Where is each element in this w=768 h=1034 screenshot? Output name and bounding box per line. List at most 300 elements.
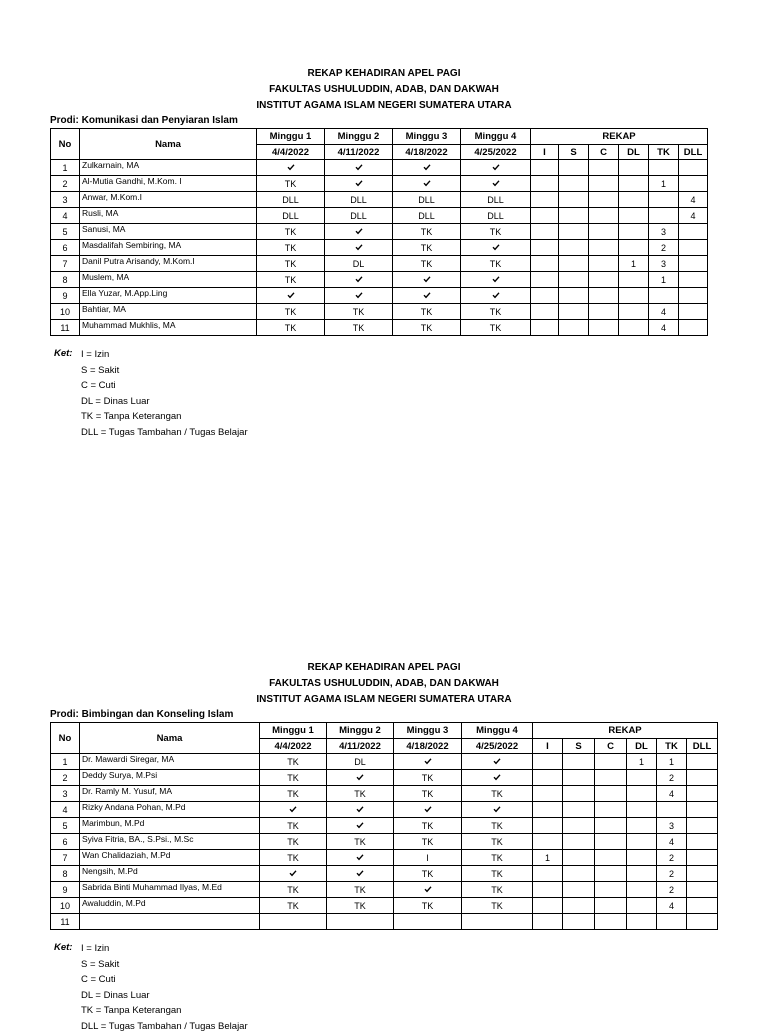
header-rekap: REKAP (533, 723, 718, 739)
row-name: Muhammad Mukhlis, MA (80, 320, 257, 336)
rekap-i (531, 304, 559, 320)
row-name: Syiva Fitria, BA., S.Psi., M.Sc (80, 834, 260, 850)
row-name (80, 914, 260, 930)
rekap-i (531, 288, 559, 304)
attendance-week-4: TK (461, 224, 531, 240)
rekap-i (533, 802, 563, 818)
rekap-c (589, 208, 619, 224)
rekap-dll (687, 866, 718, 882)
row-number: 1 (51, 160, 80, 176)
rekap-dll (687, 818, 718, 834)
attendance-week-4 (461, 176, 531, 192)
attendance-week-1: TK (257, 176, 325, 192)
check-icon (423, 291, 431, 299)
rekap-s (563, 882, 595, 898)
rekap-dll (687, 850, 718, 866)
rekap-dl (619, 240, 649, 256)
row-name: Awaluddin, M.Pd (80, 898, 260, 914)
attendance-week-1: TK (257, 256, 325, 272)
attendance-week-3 (393, 288, 461, 304)
header-rekap: REKAP (531, 129, 708, 145)
report-title: REKAP KEHADIRAN APEL PAGI (0, 66, 768, 82)
row-number: 10 (51, 898, 80, 914)
attendance-week-2: TK (325, 320, 393, 336)
attendance-week-2 (327, 770, 394, 786)
attendance-week-1: TK (257, 240, 325, 256)
check-icon (287, 291, 295, 299)
check-icon (356, 853, 364, 861)
rekap-i (533, 770, 563, 786)
header-week-3: Minggu 3 (393, 129, 461, 145)
rekap-c (589, 240, 619, 256)
attendance-week-3 (394, 802, 462, 818)
row-number: 5 (51, 818, 80, 834)
check-icon (492, 243, 500, 251)
check-icon (289, 805, 297, 813)
attendance-week-1 (260, 914, 327, 930)
ket-item-cuti: C = Cuti (81, 972, 248, 988)
rekap-tk: 4 (657, 834, 687, 850)
header-nama: Nama (80, 129, 257, 160)
check-icon (423, 275, 431, 283)
rekap-i (533, 866, 563, 882)
header-rekap-c: C (589, 145, 619, 160)
check-icon (424, 805, 432, 813)
rekap-i (533, 786, 563, 802)
header-date-4: 4/25/2022 (461, 145, 531, 160)
row-name: Sanusi, MA (80, 224, 257, 240)
rekap-dll (687, 914, 718, 930)
rekap-c (595, 802, 627, 818)
row-name: Anwar, M.Kom.I (80, 192, 257, 208)
row-name: Deddy Surya, M.Psi (80, 770, 260, 786)
attendance-week-3: TK (394, 786, 462, 802)
rekap-s (563, 914, 595, 930)
rekap-dll (679, 256, 708, 272)
rekap-tk: 4 (657, 898, 687, 914)
rekap-c (595, 754, 627, 770)
attendance-week-2 (327, 818, 394, 834)
attendance-week-2 (325, 288, 393, 304)
rekap-c (589, 160, 619, 176)
header-rekap-tk: TK (649, 145, 679, 160)
check-icon (493, 805, 501, 813)
rekap-c (589, 256, 619, 272)
row-number: 10 (51, 304, 80, 320)
attendance-week-3: TK (393, 304, 461, 320)
attendance-week-1: TK (260, 834, 327, 850)
attendance-week-1 (260, 802, 327, 818)
row-number: 4 (51, 208, 80, 224)
rekap-dl: 1 (627, 754, 657, 770)
row-name: Rusli, MA (80, 208, 257, 224)
header-rekap-dl: DL (619, 145, 649, 160)
rekap-dl (627, 818, 657, 834)
rekap-i (533, 898, 563, 914)
attendance-week-4: TK (462, 882, 533, 898)
attendance-week-1: TK (257, 320, 325, 336)
header-week-4: Minggu 4 (461, 129, 531, 145)
check-icon (356, 773, 364, 781)
row-name: Wan Chalidaziah, M.Pd (80, 850, 260, 866)
attendance-week-1: TK (260, 898, 327, 914)
rekap-dll (687, 786, 718, 802)
row-name: Marimbun, M.Pd (80, 818, 260, 834)
attendance-week-4: TK (461, 320, 531, 336)
rekap-i (533, 818, 563, 834)
table-row (51, 304, 708, 320)
header-date-1: 4/4/2022 (260, 739, 327, 754)
table-row (51, 192, 708, 208)
ket-label: Ket: (54, 348, 72, 359)
attendance-week-1 (257, 288, 325, 304)
check-icon (356, 869, 364, 877)
check-icon (356, 805, 364, 813)
rekap-c (589, 192, 619, 208)
rekap-c (595, 786, 627, 802)
row-name: Al-Mutia Gandhi, M.Kom. I (80, 176, 257, 192)
table-row (51, 272, 708, 288)
ket-item-tanpa-keterangan: TK = Tanpa Keterangan (81, 409, 248, 425)
check-icon (493, 773, 501, 781)
header-nama: Nama (80, 723, 260, 754)
rekap-tk (657, 914, 687, 930)
attendance-week-4 (462, 802, 533, 818)
header-date-2: 4/11/2022 (327, 739, 394, 754)
rekap-i (531, 192, 559, 208)
faculty-title: FAKULTAS USHULUDDIN, ADAB, DAN DAKWAH (0, 82, 768, 98)
check-icon (355, 275, 363, 283)
check-icon (492, 291, 500, 299)
rekap-tk (649, 192, 679, 208)
rekap-tk: 1 (649, 176, 679, 192)
rekap-tk: 3 (657, 818, 687, 834)
rekap-i (531, 176, 559, 192)
table-row (51, 256, 708, 272)
header-date-1: 4/4/2022 (257, 145, 325, 160)
header-week-1: Minggu 1 (257, 129, 325, 145)
attendance-week-3 (394, 882, 462, 898)
rekap-dl (619, 272, 649, 288)
row-number: 9 (51, 288, 80, 304)
table-row (51, 834, 718, 850)
prodi-label: Prodi: Komunikasi dan Penyiaran Islam (50, 114, 238, 128)
header-rekap-c: C (595, 739, 627, 754)
attendance-week-2: TK (325, 304, 393, 320)
row-name: Rizky Andana Pohan, M.Pd (80, 802, 260, 818)
check-icon (423, 163, 431, 171)
rekap-s (563, 866, 595, 882)
table-row (51, 176, 708, 192)
table-row (51, 818, 718, 834)
check-icon (423, 179, 431, 187)
row-name: Ella Yuzar, M.App.Ling (80, 288, 257, 304)
rekap-s (563, 786, 595, 802)
table-row (51, 882, 718, 898)
ket-item-cuti: C = Cuti (81, 378, 248, 394)
rekap-i (533, 834, 563, 850)
rekap-s (563, 898, 595, 914)
attendance-week-4 (462, 754, 533, 770)
rekap-s (559, 272, 589, 288)
header-week-2: Minggu 2 (325, 129, 393, 145)
attendance-week-2 (325, 240, 393, 256)
attendance-week-4: DLL (461, 208, 531, 224)
ket-legend (81, 347, 248, 440)
faculty-title: FAKULTAS USHULUDDIN, ADAB, DAN DAKWAH (0, 676, 768, 692)
table-row (51, 786, 718, 802)
check-icon (355, 179, 363, 187)
attendance-week-4: TK (462, 834, 533, 850)
check-icon (356, 821, 364, 829)
rekap-dll (679, 320, 708, 336)
row-name: Danil Putra Arisandy, M.Kom.I (80, 256, 257, 272)
rekap-dll (679, 224, 708, 240)
rekap-tk (649, 208, 679, 224)
rekap-c (595, 882, 627, 898)
attendance-week-3: DLL (393, 192, 461, 208)
header-rekap-dll: DLL (679, 145, 708, 160)
attendance-week-4: TK (462, 898, 533, 914)
rekap-tk: 1 (657, 754, 687, 770)
attendance-week-4: TK (462, 850, 533, 866)
header-week-3: Minggu 3 (394, 723, 462, 739)
row-name: Nengsih, M.Pd (80, 866, 260, 882)
ket-label: Ket: (54, 942, 72, 953)
institute-title: INSTITUT AGAMA ISLAM NEGERI SUMATERA UTARA (0, 692, 768, 708)
rekap-c (595, 770, 627, 786)
header-rekap-tk: TK (657, 739, 687, 754)
attendance-week-3 (393, 160, 461, 176)
row-number: 1 (51, 754, 80, 770)
table-row (51, 240, 708, 256)
rekap-s (559, 208, 589, 224)
attendance-week-2: TK (327, 786, 394, 802)
attendance-week-3 (393, 272, 461, 288)
rekap-s (563, 802, 595, 818)
attendance-week-4 (461, 272, 531, 288)
rekap-c (595, 866, 627, 882)
row-number: 3 (51, 192, 80, 208)
attendance-week-4 (461, 160, 531, 176)
row-number: 5 (51, 224, 80, 240)
header-no: No (51, 129, 80, 160)
rekap-i (531, 208, 559, 224)
rekap-s (559, 176, 589, 192)
attendance-week-4 (461, 240, 531, 256)
rekap-dl (627, 866, 657, 882)
rekap-s (563, 770, 595, 786)
rekap-dll (679, 304, 708, 320)
rekap-tk: 3 (649, 224, 679, 240)
row-name: Dr. Ramly M. Yusuf, MA (80, 786, 260, 802)
table-row (51, 770, 718, 786)
table-row (51, 224, 708, 240)
attendance-week-1 (257, 160, 325, 176)
attendance-week-1: DLL (257, 208, 325, 224)
rekap-s (563, 850, 595, 866)
header-week-2: Minggu 2 (327, 723, 394, 739)
rekap-dll (687, 802, 718, 818)
attendance-week-1: TK (260, 754, 327, 770)
attendance-week-1: TK (260, 850, 327, 866)
table-row (51, 320, 708, 336)
report-title: REKAP KEHADIRAN APEL PAGI (0, 660, 768, 676)
rekap-i (533, 754, 563, 770)
rekap-i (533, 914, 563, 930)
rekap-c (589, 288, 619, 304)
check-icon (492, 163, 500, 171)
attendance-week-1: TK (257, 304, 325, 320)
attendance-week-2: DL (327, 754, 394, 770)
header-date-3: 4/18/2022 (394, 739, 462, 754)
row-number: 2 (51, 770, 80, 786)
check-icon (493, 757, 501, 765)
rekap-s (563, 818, 595, 834)
rekap-dll: 4 (679, 192, 708, 208)
rekap-s (559, 304, 589, 320)
attendance-week-1 (260, 866, 327, 882)
rekap-s (563, 834, 595, 850)
attendance-week-2 (327, 866, 394, 882)
rekap-c (589, 320, 619, 336)
attendance-week-1: TK (260, 770, 327, 786)
ket-item-sakit: S = Sakit (81, 957, 248, 973)
check-icon (355, 291, 363, 299)
ket-item-tugas-tambahan: DLL = Tugas Tambahan / Tugas Belajar (81, 1019, 248, 1034)
row-number: 8 (51, 272, 80, 288)
table-row (51, 866, 718, 882)
header-week-1: Minggu 1 (260, 723, 327, 739)
attendance-week-2: TK (327, 834, 394, 850)
row-number: 2 (51, 176, 80, 192)
attendance-week-3: TK (394, 770, 462, 786)
row-name: Bahtiar, MA (80, 304, 257, 320)
header-no: No (51, 723, 80, 754)
ket-item-tugas-tambahan: DLL = Tugas Tambahan / Tugas Belajar (81, 425, 248, 441)
rekap-c (595, 818, 627, 834)
attendance-week-2 (327, 914, 394, 930)
table-row (51, 914, 718, 930)
row-name: Zulkarnain, MA (80, 160, 257, 176)
row-name: Masdalifah Sembiring, MA (80, 240, 257, 256)
header-rekap-i: I (533, 739, 563, 754)
attendance-week-3: TK (393, 256, 461, 272)
rekap-dll (687, 754, 718, 770)
rekap-i (531, 224, 559, 240)
row-number: 11 (51, 320, 80, 336)
prodi-label: Prodi: Bimbingan dan Konseling Islam (50, 708, 233, 722)
row-number: 6 (51, 240, 80, 256)
attendance-week-3: I (394, 850, 462, 866)
row-name: Dr. Mawardi Siregar, MA (80, 754, 260, 770)
attendance-week-4: TK (461, 304, 531, 320)
check-icon (355, 243, 363, 251)
attendance-week-3 (394, 914, 462, 930)
ket-item-dinas-luar: DL = Dinas Luar (81, 394, 248, 410)
attendance-week-4: TK (462, 866, 533, 882)
row-number: 6 (51, 834, 80, 850)
attendance-week-3: TK (394, 866, 462, 882)
rekap-c (595, 914, 627, 930)
rekap-dl (619, 224, 649, 240)
ket-item-sakit: S = Sakit (81, 363, 248, 379)
attendance-table (50, 722, 718, 930)
rekap-dl (627, 914, 657, 930)
rekap-c (589, 176, 619, 192)
check-icon (289, 869, 297, 877)
rekap-s (559, 192, 589, 208)
rekap-i (531, 256, 559, 272)
rekap-s (559, 240, 589, 256)
rekap-s (559, 288, 589, 304)
rekap-tk (649, 160, 679, 176)
rekap-c (595, 834, 627, 850)
rekap-s (559, 160, 589, 176)
rekap-dl (619, 320, 649, 336)
attendance-week-3 (393, 176, 461, 192)
ket-item-izin: I = Izin (81, 347, 248, 363)
rekap-tk: 4 (657, 786, 687, 802)
ket-item-tanpa-keterangan: TK = Tanpa Keterangan (81, 1003, 248, 1019)
rekap-i (533, 882, 563, 898)
rekap-dl (627, 770, 657, 786)
check-icon (355, 227, 363, 235)
row-name: Muslem, MA (80, 272, 257, 288)
rekap-s (559, 256, 589, 272)
row-number: 11 (51, 914, 80, 930)
attendance-week-3: TK (393, 240, 461, 256)
attendance-week-2: DLL (325, 208, 393, 224)
attendance-week-2: TK (327, 898, 394, 914)
attendance-week-3: TK (394, 834, 462, 850)
rekap-dll (687, 898, 718, 914)
rekap-dl (619, 288, 649, 304)
attendance-week-2 (327, 850, 394, 866)
rekap-tk: 2 (657, 850, 687, 866)
rekap-i (531, 160, 559, 176)
header-date-4: 4/25/2022 (462, 739, 533, 754)
rekap-s (563, 754, 595, 770)
rekap-i (531, 320, 559, 336)
rekap-dll (679, 240, 708, 256)
row-number: 7 (51, 256, 80, 272)
header-rekap-s: S (563, 739, 595, 754)
rekap-tk (657, 802, 687, 818)
rekap-tk: 2 (657, 866, 687, 882)
rekap-dl (619, 192, 649, 208)
table-row (51, 288, 708, 304)
table-row (51, 754, 718, 770)
header-week-4: Minggu 4 (462, 723, 533, 739)
row-number: 4 (51, 802, 80, 818)
table-row (51, 208, 708, 224)
rekap-tk: 2 (657, 770, 687, 786)
ket-item-izin: I = Izin (81, 941, 248, 957)
rekap-dll: 4 (679, 208, 708, 224)
attendance-week-4: TK (462, 818, 533, 834)
check-icon (492, 275, 500, 283)
row-number: 9 (51, 882, 80, 898)
rekap-i (531, 272, 559, 288)
attendance-week-2 (325, 160, 393, 176)
rekap-tk: 1 (649, 272, 679, 288)
rekap-dl (627, 802, 657, 818)
rekap-dl (619, 304, 649, 320)
rekap-tk: 4 (649, 320, 679, 336)
attendance-week-2 (325, 224, 393, 240)
rekap-dll (679, 288, 708, 304)
